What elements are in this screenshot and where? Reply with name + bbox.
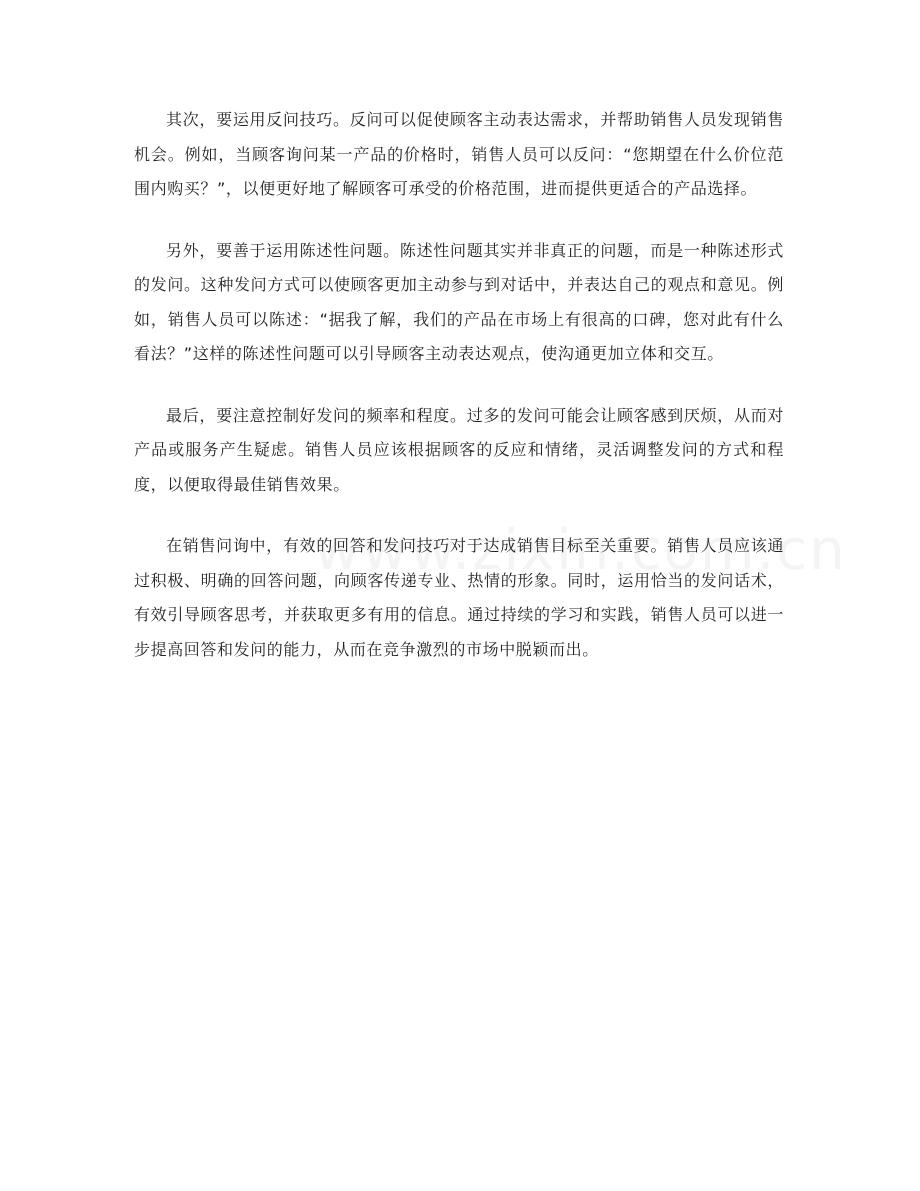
paragraph-conclusion: 在销售问询中，有效的回答和发问技巧对于达成销售目标至关重要。销售人员应该通过积极、明确的回答问题，向顾客传递专业、热情的形象。同时，运用恰当的发问话术，有效引导顾客思考，并获取更多有用的信息。通过持续的学习和实践，销售人员可以进一步提高回答和发问的能力，从而在竞争激烈的市场中脱颖而出。 bbox=[134, 536, 784, 659]
paragraph-question-frequency: 最后，要注意控制好发问的频率和程度。过多的发问可能会让顾客感到厌烦，从而对产品或服务产生疑虑。销售人员应该根据顾客的反应和情绪，灵活调整发问的方式和程度，以便取得最佳销售效果。 bbox=[134, 405, 784, 494]
paragraph-counter-question: 其次，要运用反问技巧。反问可以促使顾客主动表达需求，并帮助销售人员发现销售机会。例如，当顾客询问某一产品的价格时，销售人员可以反问：“您期望在什么价位范围内购买？”，以便更好地了解顾客可承受的价格范围，进而提供更适合的产品选择。 bbox=[134, 110, 784, 198]
paragraph-statement-question: 另外，要善于运用陈述性问题。陈述性问题其实并非真正的问题，而是一种陈述形式的发问。这种发问方式可以使顾客更加主动参与到对话中，并表达自己的观点和意见。例如，销售人员可以陈述：“据我了解，我们的产品在市场上有很高的口碑，您对此有什么看法？”这样的陈述性问题可以引导顾客主动表达观点，使沟通更加立体和交互。 bbox=[134, 240, 784, 363]
document-body bbox=[134, 103, 784, 694]
